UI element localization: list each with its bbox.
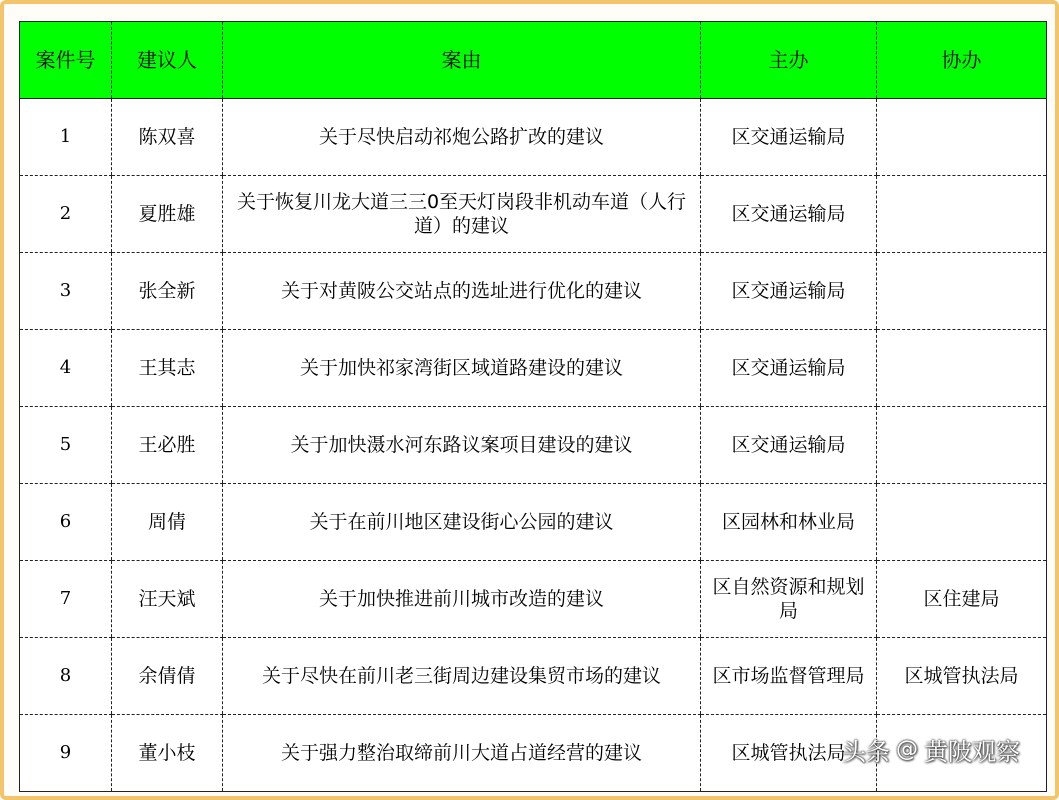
cell-subject: 关于加快祁家湾街区域道路建设的建议 [223,330,701,407]
table-row [20,638,1047,715]
cell-case-number: 3 [20,253,112,330]
cell-assist-unit [877,330,1047,407]
header-subject: 案由 [223,22,701,99]
cell-case-number: 4 [20,330,112,407]
cell-case-number: 5 [20,407,112,484]
cell-host-unit: 区市场监督管理局 [701,638,877,715]
header-host-unit: 主办 [701,22,877,99]
cell-proposer: 董小枝 [112,715,223,792]
proposal-table-container [19,21,1046,791]
cell-case-number: 7 [20,561,112,638]
cell-proposer: 张全新 [112,253,223,330]
table-row [20,253,1047,330]
cell-assist-unit [877,407,1047,484]
cell-assist-unit [877,484,1047,561]
cell-subject: 关于强力整治取缔前川大道占道经营的建议 [223,715,701,792]
cell-case-number: 8 [20,638,112,715]
cell-host-unit: 区交通运输局 [701,407,877,484]
table-row [20,484,1047,561]
cell-subject: 关于恢复川龙大道三三0至天灯岗段非机动车道（人行道）的建议 [223,176,701,253]
cell-proposer: 余倩倩 [112,638,223,715]
cell-subject: 关于加快推进前川城市改造的建议 [223,561,701,638]
cell-host-unit: 区城管执法局 [701,715,877,792]
cell-host-unit: 区交通运输局 [701,99,877,176]
cell-host-unit: 区交通运输局 [701,330,877,407]
table-row [20,407,1047,484]
cell-proposer: 夏胜雄 [112,176,223,253]
cell-proposer: 汪天斌 [112,561,223,638]
cell-host-unit: 区自然资源和规划局 [701,561,877,638]
cell-assist-unit: 区住建局 [877,561,1047,638]
cell-host-unit: 区交通运输局 [701,253,877,330]
cell-assist-unit: 区城管执法局 [877,638,1047,715]
cell-proposer: 陈双喜 [112,99,223,176]
table-row [20,561,1047,638]
cell-assist-unit [877,176,1047,253]
table-row [20,330,1047,407]
cell-subject: 关于对黄陂公交站点的选址进行优化的建议 [223,253,701,330]
cell-assist-unit [877,253,1047,330]
cell-subject: 关于在前川地区建设街心公园的建议 [223,484,701,561]
cell-host-unit: 区交通运输局 [701,176,877,253]
cell-subject: 关于加快滠水河东路议案项目建设的建议 [223,407,701,484]
cell-proposer: 王必胜 [112,407,223,484]
cell-proposer: 周倩 [112,484,223,561]
watermark-account: 黄陂观察 [924,738,1020,766]
at-icon: @ [896,737,918,762]
header-assist-unit: 协办 [877,22,1047,99]
cell-case-number: 2 [20,176,112,253]
watermark-source: 头条 [842,738,890,766]
cell-case-number: 9 [20,715,112,792]
watermark [842,732,1020,767]
table-header-row [20,22,1047,99]
cell-case-number: 6 [20,484,112,561]
table-row [20,176,1047,253]
cell-case-number: 1 [20,99,112,176]
header-proposer: 建议人 [112,22,223,99]
cell-host-unit: 区园林和林业局 [701,484,877,561]
proposal-table [19,21,1047,792]
cell-subject: 关于尽快启动祁炮公路扩改的建议 [223,99,701,176]
cell-subject: 关于尽快在前川老三街周边建设集贸市场的建议 [223,638,701,715]
cell-proposer: 王其志 [112,330,223,407]
cell-assist-unit [877,99,1047,176]
header-case-number: 案件号 [20,22,112,99]
table-row [20,99,1047,176]
